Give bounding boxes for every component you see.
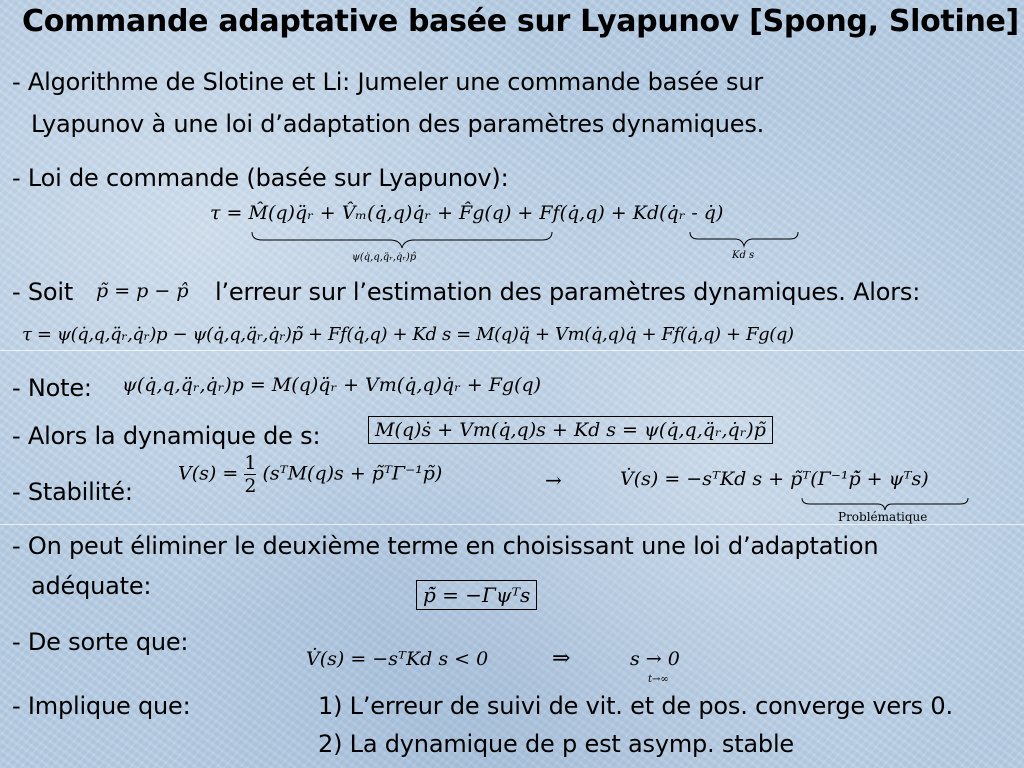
bullet-eliminate-line2: adéquate: [31,572,152,600]
equation-s-limit-sub: t→∞ [648,674,669,685]
slide-title: Commande adaptative basée sur Lyapunov [Spong, Slotine] [22,4,1019,39]
equation-final: V̇(s) = −sᵀKd s < 0 [306,648,489,670]
equation-note: ψ(q̇,q,q̈ᵣ,q̇ᵣ)p = M(q)q̈ᵣ + Vm(q̇,q)q̇ᵣ + Fg(q) [122,374,542,396]
bullet-algorithm-line1: - Algorithme de Slotine et Li: Jumeler une commande basée sur [12,68,764,96]
equation-control-law: τ = M̂(q)q̈ᵣ + V̂ₘ(q̇,q)q̇ᵣ + F̂g(q) + Ff(q̇,q) + Kd(q̇ᵣ - q̇) [210,202,724,224]
equation-adaptation-law: p̃̇ = −Γψᵀs [416,580,537,610]
bullet-soit: - Soit [12,278,74,306]
equation-s-limit: s → 0 [630,648,680,670]
bullet-dynamics: - Alors la dynamique de s: [12,422,321,450]
bullet-so-that: - De sorte que: [12,628,189,656]
bullet-algorithm-line2: Lyapunov à une loi d’adaptation des paramètres dynamiques. [31,110,765,138]
underbrace-psi [252,232,552,248]
implication-1: 1) L’erreur de suivi de vit. et de pos. converge vers 0. [318,692,953,720]
lyapunov-rhs: (sᵀM(q)s + p̃ᵀΓ⁻¹p̃) [262,462,443,485]
underbrace-kds-label: Kd s [732,250,755,261]
label-problematique: Problématique [838,510,928,524]
fraction-numerator: 1 [244,452,257,474]
fraction-one-half [244,452,256,497]
equation-s-dynamics: M(q)ṡ + Vm(q̇,q)s + Kd s = ψ(q̇,q,q̈ᵣ,q̇ᵣ)p̃ [368,416,773,444]
equation-p-tilde: p̃ = p − p̂ [96,280,189,302]
implication-2: 2) La dynamique de p est asymp. stable [318,730,794,758]
underbrace-psi-label: ψ(q̇,q,q̈ᵣ,q̇ᵣ)p̂ [352,252,417,263]
bullet-soit-tail: l’erreur sur l’estimation des paramètres dynamiques. Alors: [215,278,921,306]
bullet-control-law: - Loi de commande (basée sur Lyapunov): [12,164,509,192]
equation-lyapunov-derivative: V̇(s) = −sᵀKd s + p̃ᵀ(Γ⁻¹p̃̇ + ψᵀs) [620,468,929,490]
bullet-implies: - Implique que: [12,692,191,720]
bullet-note: - Note: [12,374,92,402]
bullet-stability: - Stabilité: [12,478,133,506]
underbrace-group [250,230,810,250]
lyapunov-lhs: V(s) = [178,462,239,485]
implies-arrow: ⇒ [552,646,571,671]
arrow-right: → [545,468,562,492]
equation-long: τ = ψ(q̇,q,q̈ᵣ,q̇ᵣ)p − ψ(q̇,q,q̈ᵣ,q̇ᵣ)p̃ + Ff(q̇,q) + Kd s = M(q)q̈ + Vm(q̇,q)q̇ + Ff(q̇,q) + Fg(q) [22,324,794,345]
bullet-eliminate-line1: - On peut éliminer le deuxième terme en choisissant une loi d’adaptation [12,532,879,560]
fraction-denominator: 2 [244,475,257,497]
underbrace-kds [690,232,798,246]
equation-lyapunov [178,452,442,497]
